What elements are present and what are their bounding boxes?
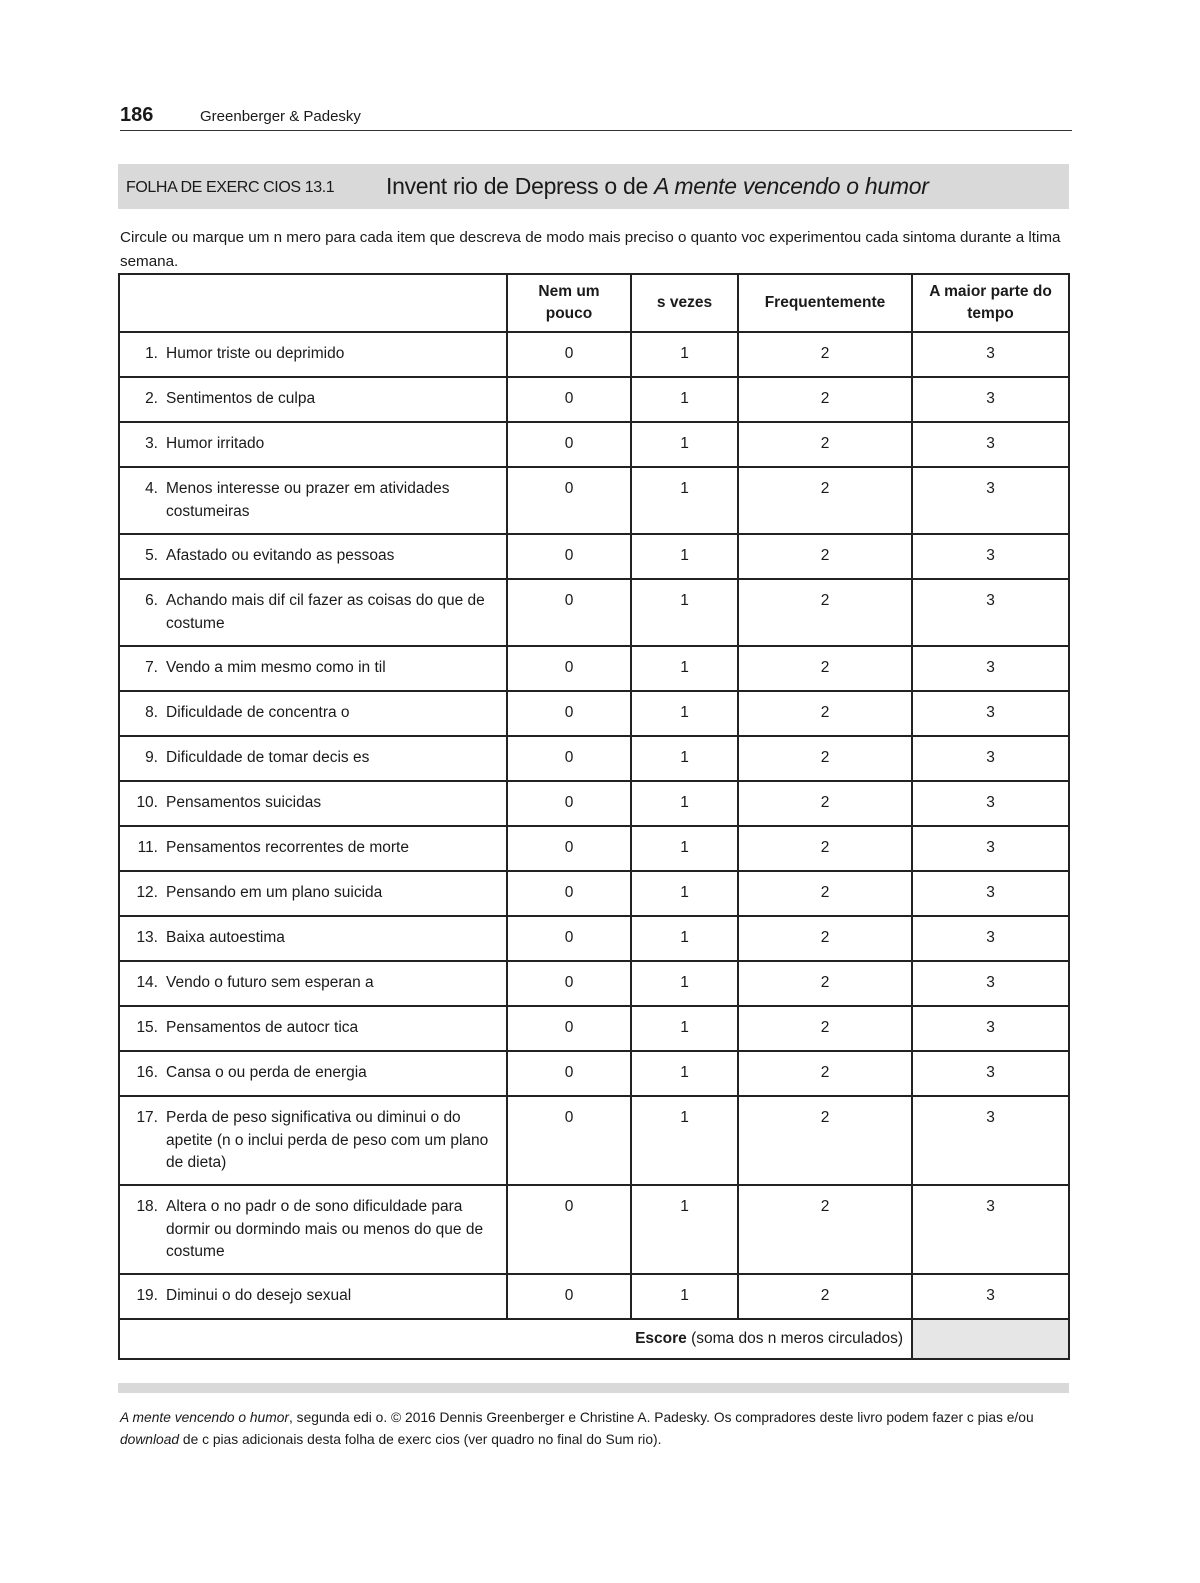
item-cell — [119, 826, 507, 871]
item-row — [119, 826, 1069, 871]
item-number: 14. — [136, 974, 158, 991]
rating-option[interactable]: 2 — [738, 377, 912, 422]
rating-option[interactable]: 2 — [738, 826, 912, 871]
rating-option[interactable]: 1 — [631, 332, 738, 377]
footer-divider-bar — [118, 1383, 1069, 1393]
worksheet-label: FOLHA DE EXERC CIOS 13.1 — [126, 179, 335, 196]
item-row — [119, 1006, 1069, 1051]
rating-option[interactable]: 0 — [507, 1096, 631, 1185]
item-cell — [119, 1051, 507, 1096]
item-text: Perda de peso significativa ou diminui o do apetite (n o inclui perda de peso com um plano de dieta) — [166, 1109, 489, 1171]
item-row — [119, 332, 1069, 377]
rating-option[interactable]: 0 — [507, 871, 631, 916]
rating-option[interactable]: 0 — [507, 1051, 631, 1096]
rating-option[interactable]: 1 — [631, 781, 738, 826]
item-text: Vendo o futuro sem esperan a — [166, 974, 374, 991]
item-cell — [119, 377, 507, 422]
rating-option[interactable]: 2 — [738, 1006, 912, 1051]
item-text: Sentimentos de culpa — [166, 390, 316, 407]
item-number: 15. — [136, 1019, 158, 1036]
rating-option[interactable]: 3 — [912, 467, 1069, 534]
rating-option[interactable]: 0 — [507, 377, 631, 422]
item-text: Diminui o do desejo sexual — [166, 1287, 352, 1304]
rating-option[interactable]: 3 — [912, 579, 1069, 646]
copyright-text-1: , segunda edi o. © 2016 Dennis Greenberger e Christine A. Padesky. Os compradores deste livro podem fazer c pias e/ou — [289, 1410, 1034, 1425]
item-number: 18. — [136, 1198, 158, 1215]
item-number: 8. — [145, 704, 158, 721]
score-label — [119, 1319, 912, 1359]
column-header: Nem um pouco — [507, 274, 631, 332]
rating-option[interactable]: 3 — [912, 961, 1069, 1006]
item-cell — [119, 961, 507, 1006]
rating-option[interactable]: 3 — [912, 781, 1069, 826]
score-row — [119, 1319, 1069, 1359]
item-text: Dificuldade de tomar decis es — [166, 749, 370, 766]
item-number: 2. — [145, 390, 158, 407]
rating-option[interactable]: 0 — [507, 1274, 631, 1319]
rating-option[interactable]: 0 — [507, 332, 631, 377]
rating-option[interactable]: 3 — [912, 736, 1069, 781]
worksheet-title — [386, 173, 929, 200]
item-cell — [119, 871, 507, 916]
score-label-bold: Escore — [635, 1330, 687, 1347]
rating-option[interactable]: 3 — [912, 1051, 1069, 1096]
item-row — [119, 1096, 1069, 1185]
item-number: 16. — [136, 1064, 158, 1081]
item-cell — [119, 736, 507, 781]
item-row — [119, 646, 1069, 691]
rating-option[interactable]: 2 — [738, 467, 912, 534]
page-number: 186 — [120, 104, 154, 126]
item-text: Pensamentos suicidas — [166, 794, 322, 811]
book-title: A mente vencendo o humor — [120, 1410, 289, 1425]
item-cell — [119, 916, 507, 961]
rating-option[interactable]: 2 — [738, 961, 912, 1006]
rating-option[interactable]: 0 — [507, 961, 631, 1006]
item-number: 12. — [136, 884, 158, 901]
item-row — [119, 1051, 1069, 1096]
rating-option[interactable]: 1 — [631, 646, 738, 691]
rating-option[interactable]: 3 — [912, 534, 1069, 579]
item-text: Afastado ou evitando as pessoas — [166, 547, 395, 564]
rating-option[interactable]: 0 — [507, 691, 631, 736]
rating-option[interactable]: 2 — [738, 1096, 912, 1185]
rating-option[interactable]: 2 — [738, 916, 912, 961]
rating-option[interactable]: 3 — [912, 1096, 1069, 1185]
header-row — [119, 274, 1069, 332]
rating-option[interactable]: 1 — [631, 1185, 738, 1274]
item-row — [119, 916, 1069, 961]
item-text: Pensamentos recorrentes de morte — [166, 839, 409, 856]
item-number: 4. — [145, 480, 158, 497]
rating-option[interactable]: 3 — [912, 1185, 1069, 1274]
rating-option[interactable]: 1 — [631, 1006, 738, 1051]
rating-option[interactable]: 3 — [912, 826, 1069, 871]
item-cell — [119, 579, 507, 646]
running-head — [120, 104, 1072, 131]
rating-option[interactable]: 2 — [738, 871, 912, 916]
depression-inventory-table — [118, 273, 1070, 1360]
copyright-notice — [120, 1407, 1072, 1451]
rating-option[interactable]: 3 — [912, 1274, 1069, 1319]
rating-option[interactable]: 2 — [738, 1274, 912, 1319]
item-cell — [119, 691, 507, 736]
copyright-text-2: de c pias adicionais desta folha de exerc cios (ver quadro no final do Sum rio). — [179, 1432, 662, 1447]
score-input-box[interactable] — [912, 1319, 1069, 1359]
item-cell — [119, 1006, 507, 1051]
item-number: 13. — [136, 929, 158, 946]
rating-option[interactable]: 1 — [631, 691, 738, 736]
rating-option[interactable]: 1 — [631, 871, 738, 916]
item-number: 7. — [145, 659, 158, 676]
item-cell — [119, 1096, 507, 1185]
download-word: download — [120, 1432, 180, 1447]
rating-option[interactable]: 1 — [631, 534, 738, 579]
header-item-column — [119, 274, 507, 332]
item-row — [119, 579, 1069, 646]
column-header: A maior parte do tempo — [912, 274, 1069, 332]
rating-option[interactable]: 2 — [738, 781, 912, 826]
item-text: Humor triste ou deprimido — [166, 345, 345, 362]
item-row — [119, 422, 1069, 467]
rating-option[interactable]: 1 — [631, 1096, 738, 1185]
item-number: 6. — [145, 592, 158, 609]
item-number: 19. — [136, 1287, 158, 1304]
rating-option[interactable]: 1 — [631, 422, 738, 467]
item-text: Achando mais dif cil fazer as coisas do que de costume — [166, 592, 485, 632]
rating-option[interactable]: 3 — [912, 377, 1069, 422]
score-label-rest: (soma dos n meros circulados) — [686, 1330, 903, 1347]
rating-option[interactable]: 2 — [738, 736, 912, 781]
rating-option[interactable]: 0 — [507, 781, 631, 826]
item-row — [119, 377, 1069, 422]
item-text: Vendo a mim mesmo como in til — [166, 659, 386, 676]
item-row — [119, 871, 1069, 916]
rating-option[interactable]: 3 — [912, 916, 1069, 961]
rating-option[interactable]: 2 — [738, 646, 912, 691]
rating-option[interactable]: 1 — [631, 1051, 738, 1096]
item-row — [119, 781, 1069, 826]
rating-option[interactable]: 3 — [912, 871, 1069, 916]
rating-option[interactable]: 0 — [507, 1185, 631, 1274]
rating-option[interactable]: 0 — [507, 1006, 631, 1051]
item-text: Pensamentos de autocr tica — [166, 1019, 359, 1036]
item-cell — [119, 534, 507, 579]
item-cell — [119, 1274, 507, 1319]
worksheet-banner — [118, 164, 1069, 209]
rating-option[interactable]: 0 — [507, 422, 631, 467]
rating-option[interactable]: 1 — [631, 377, 738, 422]
rating-option[interactable]: 2 — [738, 691, 912, 736]
item-row — [119, 1274, 1069, 1319]
running-title: Greenberger & Padesky — [200, 108, 361, 125]
item-cell — [119, 332, 507, 377]
rating-option[interactable]: 0 — [507, 534, 631, 579]
item-number: 9. — [145, 749, 158, 766]
rating-option[interactable]: 1 — [631, 826, 738, 871]
item-cell — [119, 422, 507, 467]
rating-option[interactable]: 0 — [507, 736, 631, 781]
item-number: 11. — [137, 839, 158, 856]
rating-option[interactable]: 0 — [507, 579, 631, 646]
worksheet-title-italic: A mente vencendo o humor — [654, 173, 929, 199]
rating-option[interactable]: 2 — [738, 1185, 912, 1274]
rating-option[interactable]: 3 — [912, 332, 1069, 377]
column-header: Frequentemente — [738, 274, 912, 332]
item-row — [119, 467, 1069, 534]
rating-option[interactable]: 1 — [631, 467, 738, 534]
item-cell — [119, 646, 507, 691]
item-number: 3. — [145, 435, 158, 452]
column-header: s vezes — [631, 274, 738, 332]
rating-option[interactable]: 1 — [631, 579, 738, 646]
item-text: Pensando em um plano suicida — [166, 884, 383, 901]
rating-option[interactable]: 2 — [738, 1051, 912, 1096]
item-text: Cansa o ou perda de energia — [166, 1064, 367, 1081]
rating-option[interactable]: 1 — [631, 916, 738, 961]
item-number: 17. — [136, 1109, 158, 1126]
item-cell — [119, 781, 507, 826]
item-row — [119, 691, 1069, 736]
rating-option[interactable]: 0 — [507, 826, 631, 871]
item-text: Dificuldade de concentra o — [166, 704, 350, 721]
item-cell — [119, 1185, 507, 1274]
item-text: Menos interesse ou prazer em atividades costumeiras — [166, 480, 450, 520]
item-row — [119, 736, 1069, 781]
item-text: Altera o no padr o de sono dificuldade para dormir ou dormindo mais ou menos do que de costume — [166, 1198, 484, 1260]
rating-option[interactable]: 1 — [631, 961, 738, 1006]
item-number: 10. — [136, 794, 158, 811]
item-row — [119, 961, 1069, 1006]
rating-option[interactable]: 3 — [912, 691, 1069, 736]
rating-option[interactable]: 2 — [738, 534, 912, 579]
item-text: Humor irritado — [166, 435, 265, 452]
worksheet-title-prefix: Invent rio de Depress o de — [386, 173, 655, 199]
rating-option[interactable]: 3 — [912, 422, 1069, 467]
rating-option[interactable]: 0 — [507, 916, 631, 961]
instructions: Circule ou marque um n mero para cada item que descreva de modo mais preciso o quanto voc experimentou cada sintoma durante a ltima semana. — [120, 229, 1061, 270]
item-row — [119, 534, 1069, 579]
rating-option[interactable]: 0 — [507, 467, 631, 534]
rating-option[interactable]: 2 — [738, 579, 912, 646]
rating-option[interactable]: 2 — [738, 332, 912, 377]
rating-option[interactable]: 3 — [912, 1006, 1069, 1051]
item-cell — [119, 467, 507, 534]
rating-option[interactable]: 1 — [631, 736, 738, 781]
item-number: 5. — [145, 547, 158, 564]
item-number: 1. — [145, 345, 158, 362]
rating-option[interactable]: 0 — [507, 646, 631, 691]
rating-option[interactable]: 2 — [738, 422, 912, 467]
item-text: Baixa autoestima — [166, 929, 285, 946]
rating-option[interactable]: 3 — [912, 646, 1069, 691]
rating-option[interactable]: 1 — [631, 1274, 738, 1319]
item-row — [119, 1185, 1069, 1274]
